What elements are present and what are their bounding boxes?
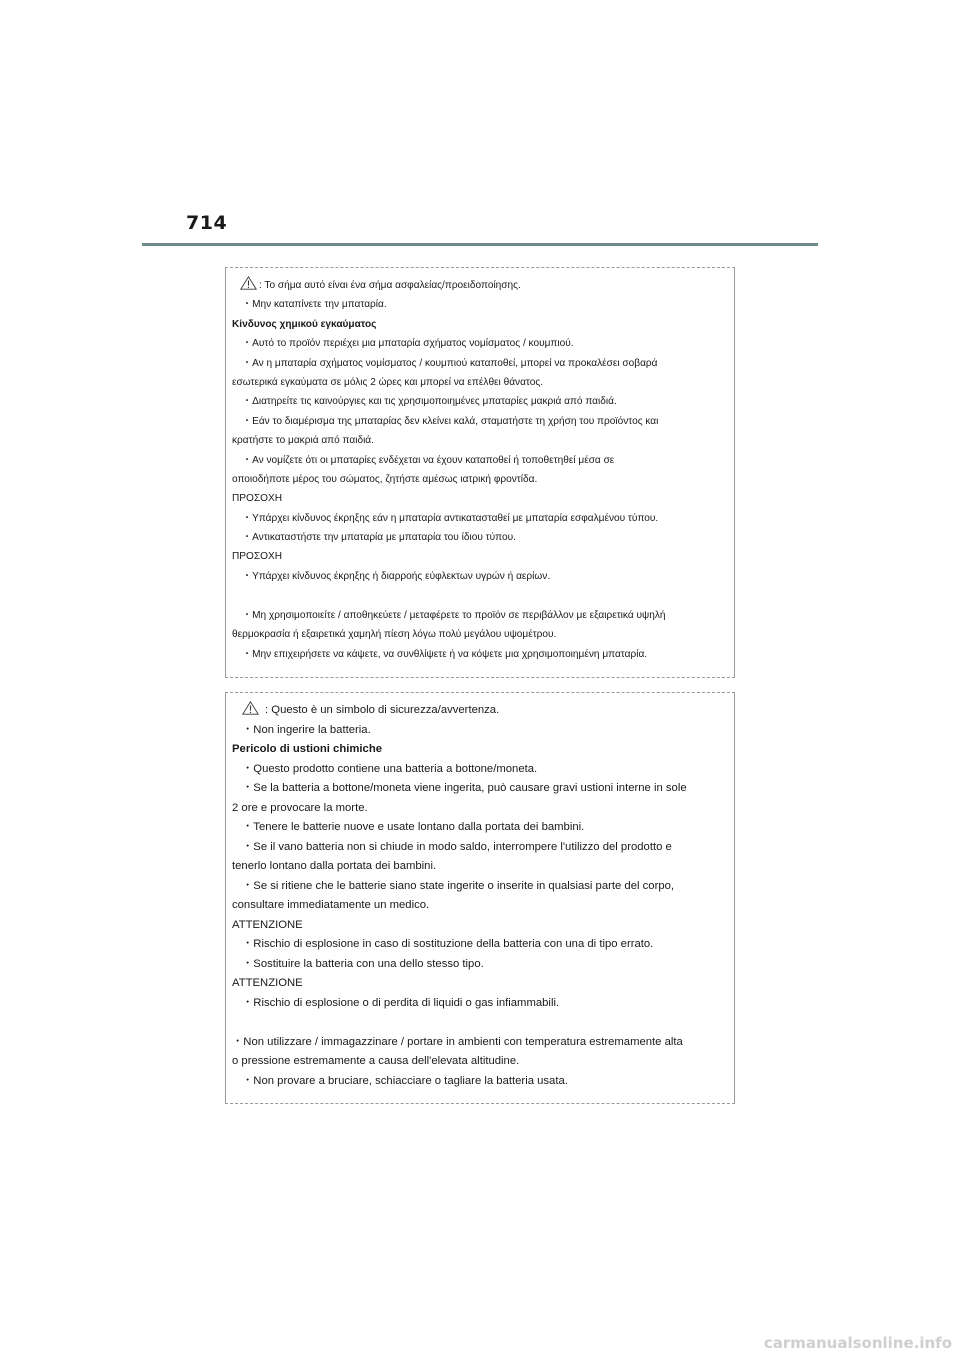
- greek-line: ・Υπάρχει κίνδυνος έκρηξης ή διαρροής εύφλεκτων υγρών ή αερίων.: [242, 570, 551, 582]
- italian-line: ・Questo prodotto contiene una batteria a bottone/moneta.: [242, 762, 538, 775]
- header-rule: [142, 243, 818, 246]
- italian-line: ・Sostituire la batteria con una dello stesso tipo.: [242, 957, 484, 970]
- italian-line: ・Se la batteria a bottone/moneta viene ingerita, può causare gravi ustioni interne in sole: [242, 782, 687, 794]
- greek-caution-heading: ΠΡΟΣΟΧΗ: [232, 493, 282, 505]
- italian-line: 2 ore e provocare la morte.: [232, 801, 368, 814]
- italian-line: consultare immediatamente un medico.: [232, 899, 430, 911]
- greek-symbol-line: [232, 276, 726, 295]
- italian-line: ・Se si ritiene che le batterie siano state ingerite o inserite in qualsiasi parte del corpo,: [242, 879, 675, 892]
- greek-line: ・Διατηρείτε τις καινούργιες και τις χρησιμοποιημένες μπαταρίες μακριά από παιδιά.: [242, 396, 617, 408]
- italian-line: ・Tenere le batterie nuove e usate lontano dalla portata dei bambini.: [242, 821, 585, 833]
- greek-warning-box: [225, 267, 735, 678]
- italian-warning-content: [232, 701, 726, 1091]
- greek-warning-content: [232, 276, 726, 664]
- italian-line: ・Rischio di esplosione in caso di sostituzione della batteria con una di tipo errato.: [242, 938, 654, 950]
- italian-line: ・Non utilizzare / immagazzinare / portare in ambienti con temperatura estremamente alta: [232, 1035, 683, 1048]
- italian-line: ・Se il vano batteria non si chiude in modo saldo, interrompere l'utilizzo del prodotto e: [242, 840, 672, 853]
- greek-line: ・Αντικαταστήστε την μπαταρία με μπαταρία του ίδιου τύπου.: [242, 532, 516, 544]
- greek-line: ・Αυτό το προϊόν περιέχει μια μπαταρία σχήματος νομίσματος / κουμπιού.: [242, 338, 574, 350]
- greek-line: ・Μην επιχειρήσετε να κάψετε, να συνθλίψετε ή να κόψετε μια χρησιμοποιημένη μπαταρία.: [242, 648, 648, 660]
- italian-line: ・Non ingerire la batteria.: [242, 723, 371, 736]
- greek-line: ・Μη χρησιμοποιείτε / αποθηκεύετε / μεταφέρετε το προϊόν σε περιβάλλον με εξαιρετικά υψηλή: [242, 609, 666, 621]
- italian-heading: Pericolo di ustioni chimiche: [232, 743, 383, 755]
- italian-attention-heading: ATTENZIONE: [232, 977, 303, 989]
- greek-line: θερμοκρασία ή εξαιρετικά χαμηλή πίεση λόγω πολύ μεγάλου υψομέτρου.: [232, 629, 557, 641]
- greek-line: οποιοδήποτε μέρος του σώματος, ζητήστε αμέσως ιατρική φροντίδα.: [232, 473, 538, 485]
- italian-line: o pressione estremamente a causa dell'elevata altitudine.: [232, 1055, 520, 1067]
- greek-line: ・Αν η μπαταρία σχήματος νομίσματος / κουμπιού καταποθεί, μπορεί να προκαλέσει σοβαρά: [242, 357, 658, 369]
- greek-line: ・Αν νομίζετε ότι οι μπαταρίες ενδέχεται να έχουν καταποθεί ή τοποθετηθεί μέσα σε: [242, 454, 615, 466]
- italian-line: ・Non provare a bruciare, schiacciare o tagliare la batteria usata.: [242, 1074, 568, 1087]
- italian-spacer: [232, 1013, 726, 1033]
- greek-heading: Κίνδυνος χημικού εγκαύματος: [232, 318, 377, 330]
- greek-spacer: [232, 586, 726, 606]
- italian-symbol-note: : Questo è un simbolo di sicurezza/avvertenza.: [265, 704, 500, 716]
- greek-line: ・Υπάρχει κίνδυνος έκρηξης εάν η μπαταρία αντικατασταθεί με μπαταρία εσφαλμένου τύπου.: [242, 512, 659, 524]
- greek-symbol-note: : Το σήμα αυτό είναι ένα σήμα ασφαλείας/προειδοποίησης.: [259, 280, 521, 291]
- greek-line: ・Μην καταπίνετε την μπαταρία.: [242, 299, 387, 311]
- greek-line: εσωτερικά εγκαύματα σε μόλις 2 ώρες και μπορεί να επέλθει θάνατος.: [232, 376, 544, 388]
- watermark: carmanualsonline.info: [763, 1334, 952, 1352]
- warning-triangle-icon: [240, 276, 257, 290]
- greek-line: ・Εάν το διαμέρισμα της μπαταρίας δεν κλείνει καλά, σταματήστε τη χρήση του προϊόντος και: [242, 415, 659, 427]
- warning-triangle-icon: [242, 701, 259, 715]
- greek-caution-heading: ΠΡΟΣΟΧΗ: [232, 551, 282, 563]
- greek-line: κρατήστε το μακριά από παιδιά.: [232, 435, 374, 447]
- italian-attention-heading: ATTENZIONE: [232, 918, 303, 931]
- italian-symbol-line: [232, 701, 726, 721]
- italian-line: ・Rischio di esplosione o di perdita di liquidi o gas infiammabili.: [242, 996, 560, 1009]
- italian-warning-box: [225, 692, 735, 1104]
- page-number: 714: [186, 212, 228, 234]
- italian-line: tenerlo lontano dalla portata dei bambini.: [232, 860, 437, 872]
